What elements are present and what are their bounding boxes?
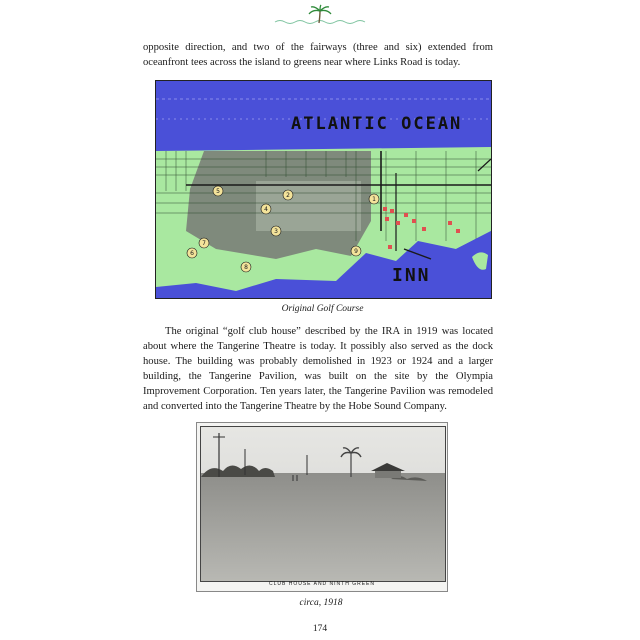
hole-marker: 8 (244, 264, 248, 271)
hole-marker: 5 (216, 188, 220, 195)
historic-photo (196, 422, 448, 592)
page-number: 174 (312, 624, 328, 634)
hole-marker: 3 (274, 228, 278, 235)
map-caption: Original Golf Course (281, 304, 364, 314)
atlantic-ocean-label: ATLANTIC OCEAN (291, 114, 463, 134)
hole-marker: 7 (202, 240, 206, 247)
photo-label: CLUB HOUSE AND NINTH GREEN (268, 581, 375, 587)
hole-marker: 1 (372, 196, 376, 203)
golf-course-map (155, 80, 492, 299)
hole-marker: 4 (264, 206, 268, 213)
hole-marker: 9 (354, 248, 358, 255)
palm-tree-ornament-icon (270, 4, 370, 28)
paragraph-fairways: opposite direction, and two of the fairways (three and six) extended from oceanfront tees across the island to greens near where Links Road is today. (143, 42, 493, 68)
inn-label: INN (392, 265, 431, 286)
hole-marker: 2 (286, 192, 290, 199)
photo-caption: circa, 1918 (299, 598, 343, 608)
hole-marker: 6 (190, 250, 194, 257)
paragraph-club-house: The original “golf club house” described by the IRA in 1919 was located about where the Tangerine Theatre is today. It possibly also served as the dock house. The building was probably demolished in 1923 or 1924 and a larger building, the Tangerine Pavilion, was built on the site by the Olympia Improvement Corporation. Ten years later, the Tangerine Pavilion was remodeled and converted into the Tangerine Theatre by the Hobe Sound Company. (143, 326, 493, 412)
